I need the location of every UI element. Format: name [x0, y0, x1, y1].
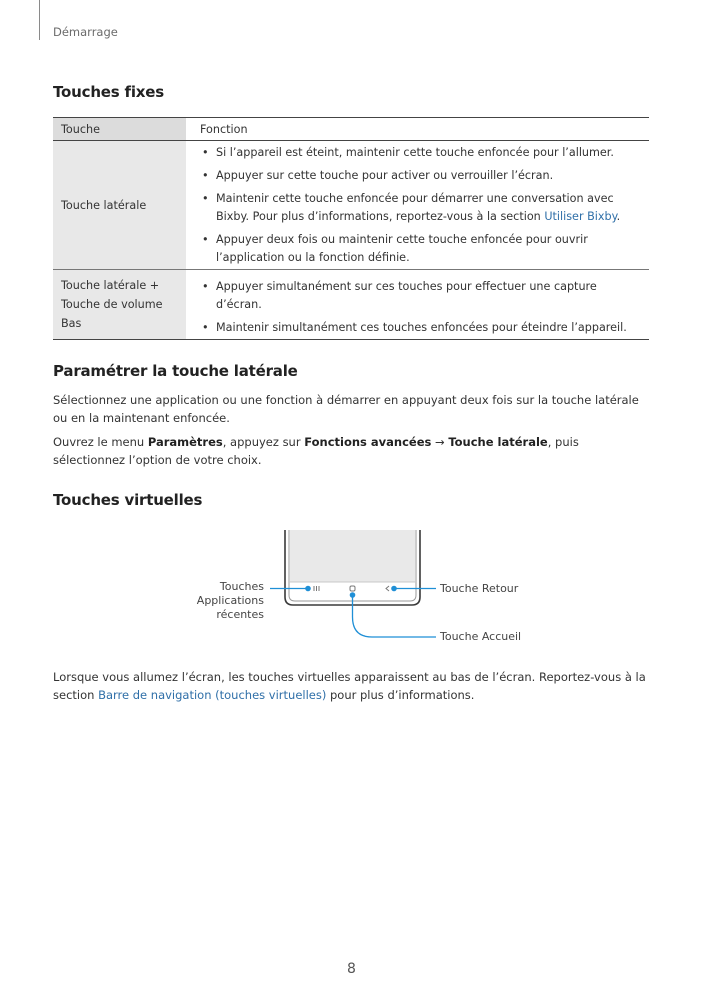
text-span: Lorsque vous allumez l’écran, les touches virtuelles apparaissent au bas de l’écran. Reportez-vous à la section: [53, 670, 646, 702]
home-icon: [350, 586, 355, 591]
key-cell-line: Touche de volume: [61, 298, 163, 311]
section-title-fixed-keys: Touches fixes: [53, 83, 164, 101]
column-header-function: Fonction: [186, 118, 649, 141]
list-item: • Maintenir simultanément ces touches enfoncées pour éteindre l’appareil.: [200, 319, 641, 337]
key-cell: [53, 270, 186, 340]
recent-apps-icon: [314, 586, 319, 591]
list-item-text: .: [616, 210, 621, 223]
back-icon: [386, 586, 389, 591]
soft-keys-figure: [150, 527, 550, 652]
text-span: , puis sélectionnez l’option de votre choix.: [53, 435, 579, 467]
callout-dot-back: [391, 586, 397, 592]
arrow-separator: →: [431, 435, 449, 449]
link-navigation-bar[interactable]: Barre de navigation (touches virtuelles): [98, 688, 327, 702]
table-header-row: [53, 118, 649, 141]
menu-settings: Paramètres: [147, 435, 223, 449]
key-cell-line: Touche latérale +: [61, 279, 160, 292]
function-list: [200, 278, 641, 337]
key-cell: Touche latérale: [53, 141, 186, 270]
list-item: • Si l’appareil est éteint, maintenir cette touche enfoncée pour l’allumer.: [200, 144, 641, 162]
function-cell: [186, 270, 649, 340]
side-key-description: Sélectionnez une application ou une fonction à démarrer en appuyant deux fois sur la touche latérale ou en la maintenant enfoncée.: [53, 393, 639, 425]
list-item-text: Maintenir cette touche enfoncée pour démarrer une conversation avec Bixby. Pour plus d’informations, reportez-vous à la section: [216, 192, 614, 223]
table-row: [53, 270, 649, 340]
soft-keys-description: [53, 668, 649, 704]
column-header-key: Touche: [53, 118, 186, 141]
header-rule: [39, 0, 40, 40]
list-item: • Appuyer simultanément sur ces touches pour effectuer une capture d’écran.: [200, 278, 641, 314]
phone-screen-content: [290, 530, 415, 582]
table-row: [53, 141, 649, 270]
menu-advanced-features: Fonctions avancées: [304, 435, 432, 449]
text-span: Ouvrez le menu: [53, 435, 148, 449]
label-line: Touches Applications: [196, 580, 264, 607]
menu-side-key: Touche latérale: [448, 435, 548, 449]
list-item: [200, 190, 641, 226]
key-cell-line: Bas: [61, 317, 82, 330]
label-home-key: Touche Accueil: [440, 630, 522, 643]
keys-table: [53, 117, 649, 340]
function-list: [200, 144, 641, 267]
text-span: , appuyez sur: [222, 435, 305, 449]
label-line: récentes: [216, 608, 264, 621]
running-header: Démarrage: [53, 25, 118, 39]
list-item: • Appuyer sur cette touche pour activer ou verrouiller l’écran.: [200, 167, 641, 185]
list-item: • Appuyer deux fois ou maintenir cette touche enfoncée pour ouvrir l’application ou la fonction définie.: [200, 231, 641, 267]
label-recent-apps-key: [150, 580, 264, 622]
page-number: 8: [347, 961, 356, 977]
section-title-side-key: Paramétrer la touche latérale: [53, 362, 298, 380]
callout-dot-recent: [305, 586, 311, 592]
label-back-key: Touche Retour: [440, 582, 519, 595]
section-title-soft-keys: Touches virtuelles: [53, 491, 203, 509]
side-key-instructions: [53, 433, 649, 469]
function-cell: [186, 141, 649, 270]
link-utiliser-bixby[interactable]: Utiliser Bixby: [544, 210, 617, 223]
text-span: pour plus d’informations.: [326, 688, 475, 702]
callout-dot-home: [350, 592, 356, 598]
